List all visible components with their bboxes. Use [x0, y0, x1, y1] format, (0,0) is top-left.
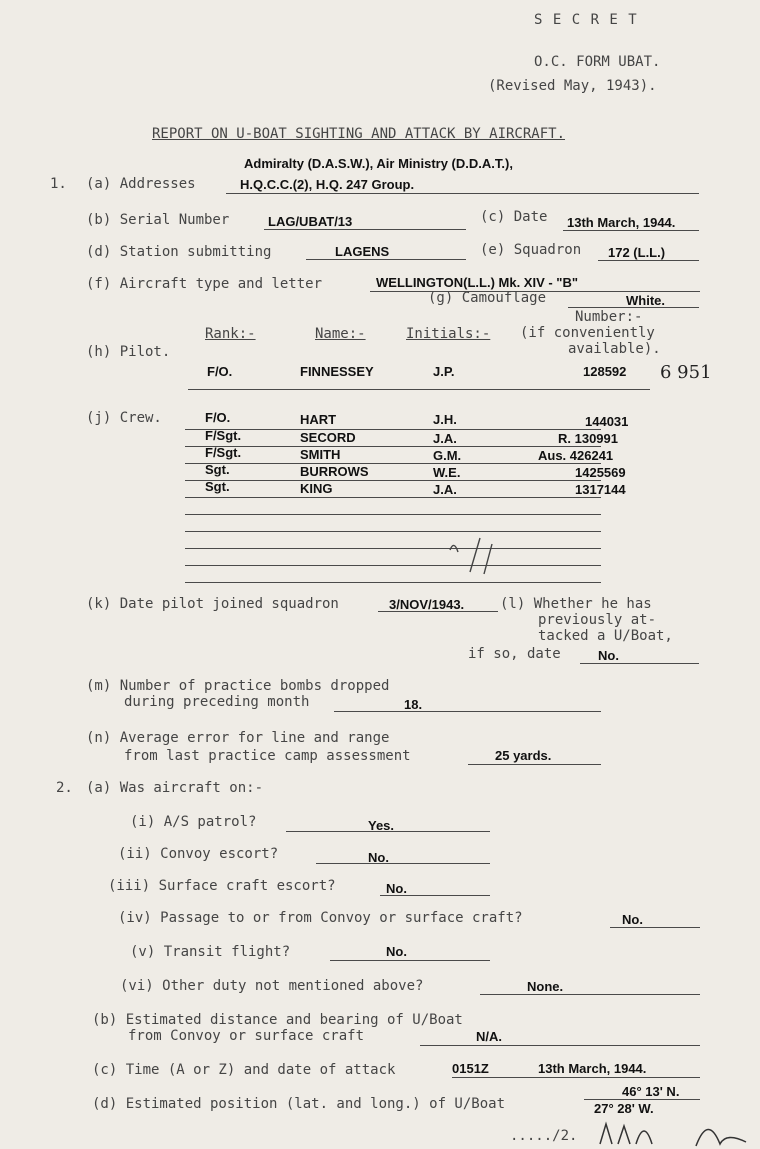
pilot-margin-note: 6 951 — [660, 362, 712, 383]
pilot-initials-header: Initials:- — [406, 326, 491, 342]
camouflage-rule — [568, 307, 699, 308]
date-joined-value: 3/NOV/1943. — [389, 597, 465, 612]
station-label: (d) Station submitting — [86, 244, 272, 260]
crew-name-5: KING — [300, 481, 333, 496]
date-label: (c) Date — [480, 209, 548, 225]
pilot-label: (h) Pilot. — [86, 344, 171, 360]
addresses-value-line1: Admiralty (D.A.S.W.), Air Ministry (D.D.A.T.), — [244, 156, 513, 171]
latitude-value: 46° 13' N. — [622, 1084, 680, 1099]
crew-number-2: R. 130991 — [558, 431, 618, 446]
transit-flight-rule — [330, 960, 490, 961]
convoy-escort-label: (ii) Convoy escort? — [118, 846, 279, 862]
crew-rule-9 — [185, 565, 601, 566]
crew-rule-1 — [185, 429, 601, 430]
serial-number-rule — [264, 229, 466, 230]
crew-rule-3 — [185, 463, 601, 464]
date-rule — [563, 230, 699, 231]
revised-date: (Revised May, 1943). — [488, 78, 657, 94]
date-joined-rule — [378, 611, 498, 612]
transit-flight-value: No. — [386, 944, 407, 959]
section-1-number: 1. — [50, 176, 67, 192]
crew-rank-3: F/Sgt. — [205, 445, 242, 460]
previous-attack-label-1: (l) Whether he has — [500, 596, 652, 612]
station-value: LAGENS — [335, 244, 390, 259]
crew-rule-5 — [185, 497, 601, 498]
convoy-escort-value: No. — [368, 850, 389, 865]
surface-escort-value: No. — [386, 881, 407, 896]
camouflage-value: White. — [626, 293, 665, 308]
pilot-rank-header: Rank:- — [205, 326, 256, 342]
section-2-number: 2. — [56, 780, 73, 796]
crew-rule-8 — [185, 548, 601, 549]
pilot-name-header: Name:- — [315, 326, 366, 342]
pilot-number-header-2: (if conveniently — [520, 325, 655, 341]
passage-value: No. — [622, 912, 643, 927]
crew-name-4: BURROWS — [300, 464, 369, 479]
as-patrol-value: Yes. — [368, 818, 395, 833]
pilot-number-value: 128592 — [583, 364, 627, 379]
page-title: REPORT ON U-BOAT SIGHTING AND ATTACK BY AIRCRAFT. — [152, 126, 566, 142]
crew-initials-4: W.E. — [433, 465, 461, 480]
surface-escort-label: (iii) Surface craft escort? — [108, 878, 336, 894]
crew-name-1: HART — [300, 412, 337, 427]
average-error-label-1: (n) Average error for line and range — [86, 730, 390, 746]
distance-bearing-label-1: (b) Estimated distance and bearing of U/Boat — [92, 1012, 463, 1028]
crew-number-4: 1425569 — [575, 465, 626, 480]
pilot-rank-value: F/O. — [207, 364, 233, 379]
transit-flight-label: (v) Transit flight? — [130, 944, 291, 960]
addresses-rule — [226, 193, 699, 194]
station-rule — [306, 259, 466, 260]
distance-bearing-rule — [420, 1045, 700, 1046]
camouflage-label: (g) Camouflage — [428, 290, 547, 306]
other-duty-value: None. — [527, 979, 564, 994]
crew-rank-2: F/Sgt. — [205, 428, 242, 443]
previous-attack-value: No. — [598, 648, 619, 663]
crew-label: (j) Crew. — [86, 410, 162, 426]
pilot-number-header-1: Number:- — [575, 309, 643, 325]
handwritten-scrawl-icon — [596, 1118, 756, 1149]
serial-number-label: (b) Serial Number — [86, 212, 230, 228]
date-joined-label: (k) Date pilot joined squadron — [86, 596, 339, 612]
form-number: O.C. FORM UBAT. — [534, 54, 661, 70]
practice-bombs-label-1: (m) Number of practice bombs dropped — [86, 678, 390, 694]
crew-initials-3: G.M. — [433, 448, 462, 463]
average-error-rule — [468, 764, 601, 765]
crew-initials-5: J.A. — [433, 482, 457, 497]
squadron-label: (e) Squadron — [480, 242, 582, 258]
as-patrol-rule — [286, 831, 490, 832]
other-duty-rule — [480, 994, 700, 995]
pilot-number-header-3: available). — [568, 341, 661, 357]
previous-attack-label-4: if so, date — [468, 646, 561, 662]
crew-name-3: SMITH — [300, 447, 341, 462]
previous-attack-label-2: previously at- — [538, 612, 657, 628]
previous-attack-rule — [580, 663, 699, 664]
longitude-value: 27° 28' W. — [594, 1101, 654, 1116]
attack-time-value: 0151Z — [452, 1061, 489, 1076]
crew-rule-6 — [185, 514, 601, 515]
crew-number-5: 1317144 — [575, 482, 626, 497]
average-error-value: 25 yards. — [495, 748, 552, 763]
crew-rule-7 — [185, 531, 601, 532]
crew-number-3: Aus. 426241 — [538, 448, 614, 463]
continuation-marker: ...../2. — [510, 1128, 578, 1144]
addresses-value-line2: H.Q.C.C.(2), H.Q. 247 Group. — [240, 177, 415, 192]
secret-stamp: S E C R E T — [534, 12, 638, 28]
distance-bearing-value: N/A. — [476, 1029, 502, 1044]
as-patrol-label: (i) A/S patrol? — [130, 814, 257, 830]
crew-rank-4: Sgt. — [205, 462, 230, 477]
practice-bombs-value: 18. — [404, 697, 423, 712]
pilot-initials-value: J.P. — [433, 364, 455, 379]
other-duty-label: (vi) Other duty not mentioned above? — [120, 978, 424, 994]
crew-rank-5: Sgt. — [205, 479, 230, 494]
attack-date-value: 13th March, 1944. — [538, 1061, 647, 1076]
position-label: (d) Estimated position (lat. and long.) of U/Boat — [92, 1096, 506, 1112]
practice-bombs-label-2: during preceding month — [124, 694, 310, 710]
crew-rule-4 — [185, 480, 601, 481]
date-value: 13th March, 1944. — [567, 215, 676, 230]
position-rule — [584, 1099, 700, 1100]
crew-rule-2 — [185, 446, 601, 447]
pen-mark-icon — [440, 530, 510, 580]
addresses-label: (a) Addresses — [86, 176, 196, 192]
distance-bearing-label-2: from Convoy or surface craft — [128, 1028, 365, 1044]
passage-label: (iv) Passage to or from Convoy or surface craft? — [118, 910, 523, 926]
crew-initials-1: J.H. — [433, 412, 457, 427]
serial-number-value: LAG/UBAT/13 — [268, 214, 353, 229]
squadron-value: 172 (L.L.) — [608, 245, 666, 260]
previous-attack-label-3: tacked a U/Boat, — [538, 628, 673, 644]
crew-number-1: 144031 — [585, 414, 629, 429]
crew-name-2: SECORD — [300, 430, 356, 445]
attack-time-label: (c) Time (A or Z) and date of attack — [92, 1062, 396, 1078]
average-error-label-2: from last practice camp assessment — [124, 748, 411, 764]
passage-rule — [610, 927, 700, 928]
pilot-name-value: FINNESSEY — [300, 364, 374, 379]
practice-bombs-rule — [334, 711, 601, 712]
squadron-rule — [598, 260, 699, 261]
aircraft-type-value: WELLINGTON(L.L.) Mk. XIV - "B" — [376, 275, 579, 290]
surface-escort-rule — [380, 895, 490, 896]
aircraft-duty-label: (a) Was aircraft on:- — [86, 780, 264, 796]
attack-time-rule — [452, 1077, 700, 1078]
aircraft-type-label: (f) Aircraft type and letter — [86, 276, 323, 292]
crew-initials-2: J.A. — [433, 431, 457, 446]
convoy-escort-rule — [316, 863, 490, 864]
crew-rank-1: F/O. — [205, 410, 231, 425]
crew-rule-10 — [185, 582, 601, 583]
pilot-rule — [188, 389, 650, 390]
